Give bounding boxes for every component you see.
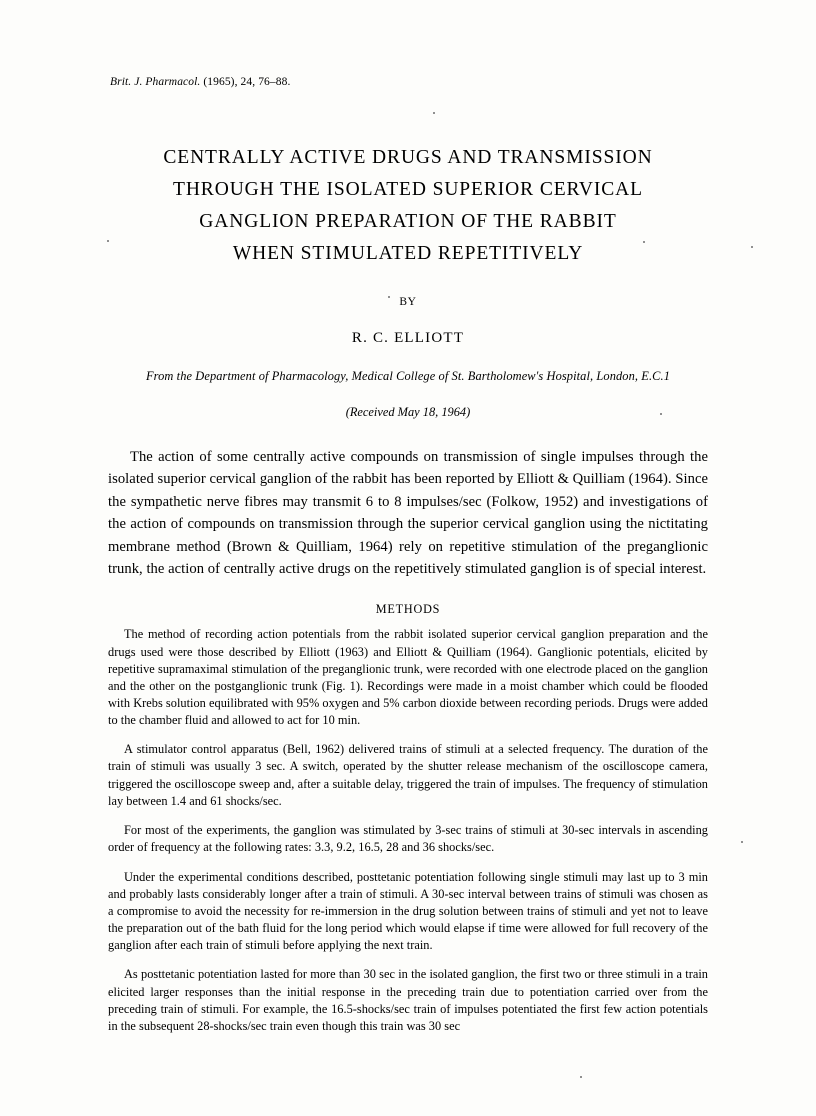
received-date: (Received May 18, 1964) xyxy=(345,405,471,419)
title-line-4: WHEN STIMULATED REPETITIVELY xyxy=(232,243,584,264)
author-affiliation: From the Department of Pharmacology, Medical College of St. Bartholomew's Hospital, London, E.C.1 xyxy=(146,369,670,383)
title-line-3: GANGLION PREPARATION OF THE RABBIT xyxy=(199,211,617,232)
title-line-2: THROUGH THE ISOLATED SUPERIOR CERVICAL xyxy=(173,179,643,200)
scan-speck xyxy=(580,1076,582,1078)
journal-name: Brit. J. Pharmacol. xyxy=(110,76,201,88)
scan-speck xyxy=(751,246,753,248)
journal-volume-pages: (1965), 24, 76–88. xyxy=(200,76,291,88)
article-body xyxy=(108,76,708,1047)
methods-paragraph: A stimulator control apparatus (Bell, 1962) delivered trains of stimuli at a selected frequency. The duration of the train of stimuli was usually 3 sec. A switch, operated by the shutter release mechanism of the oscilloscope camera, triggered the oscilloscope sweep and, after a suitable delay, triggered the train of impulses. The frequency of stimulation lay between 1.4 and 61 shocks/sec. xyxy=(108,742,708,808)
journal-citation xyxy=(110,76,708,88)
page-title xyxy=(108,142,708,270)
introduction-paragraph: The action of some centrally active compounds on transmission of single impulses through the isolated superior cervical ganglion of the rabbit has been reported by Elliott & Quilliam (1964). Since the sympathetic nerve fibres may transmit 6 to 8 impulses/sec (Folkow, 1952) and investigations of the action of compounds on transmission through the superior cervical ganglion using the nictitating membrane method (Brown & Quilliam, 1964) rely on repetitive stimulation of the preganglionic trunk, the action of centrally active drugs on the repetitively stimulated ganglion is of special interest. xyxy=(108,449,708,578)
section-heading-methods: METHODS xyxy=(375,602,441,617)
methods-paragraph: As posttetanic potentiation lasted for more than 30 sec in the isolated ganglion, the first two or three stimuli in a train elicited larger responses than the initial response in the preceding train due to potentiation carried over from the preceding train of stimuli. For example, the 16.5-shocks/sec train of impulses potentiated the first few action potentials in the subsequent 28-shocks/sec train even though this train was 30 sec xyxy=(108,967,708,1033)
methods-paragraph: Under the experimental conditions described, posttetanic potentiation following single stimuli may last up to 3 min and probably lasts considerably longer after a train of stimuli. A 30-sec interval between trains of stimuli was chosen as a compromise to avoid the necessity for re-immersion in the drug solution between trains of stimuli and yet not to leave the preparation out of the bath fluid for the long period which would elapse if time were allowed for full recovery of the ganglion after each train of stimuli before applying the next train. xyxy=(108,869,708,952)
author-name: R. C. ELLIOTT xyxy=(351,330,465,346)
by-label: BY xyxy=(399,296,417,308)
title-line-1: CENTRALLY ACTIVE DRUGS AND TRANSMISSION xyxy=(163,147,653,168)
methods-paragraph: The method of recording action potentials from the rabbit isolated superior cervical ganglion preparation and the drugs used were those described by Elliott (1963) and Elliott & Quilliam (1964). Ganglionic potentials, elicited by repetitive supramaximal stimulation of the preganglionic trunk, were recorded with one electrode placed on the ganglion and the other on the postganglionic trunk (Fig. 1). Recordings were made in a moist chamber which could be flooded with Krebs solution equilibrated with 95% oxygen and 5% carbon dioxide between recording periods. Drugs were added to the chamber fluid and allowed to act for 10 min. xyxy=(108,627,708,727)
scan-speck xyxy=(741,841,743,843)
methods-paragraph: For most of the experiments, the ganglion was stimulated by 3-sec trains of stimuli at 30-sec intervals in ascending order of frequency at the following rates: 3.3, 9.2, 16.5, 28 and 36 shocks/sec. xyxy=(108,823,708,855)
